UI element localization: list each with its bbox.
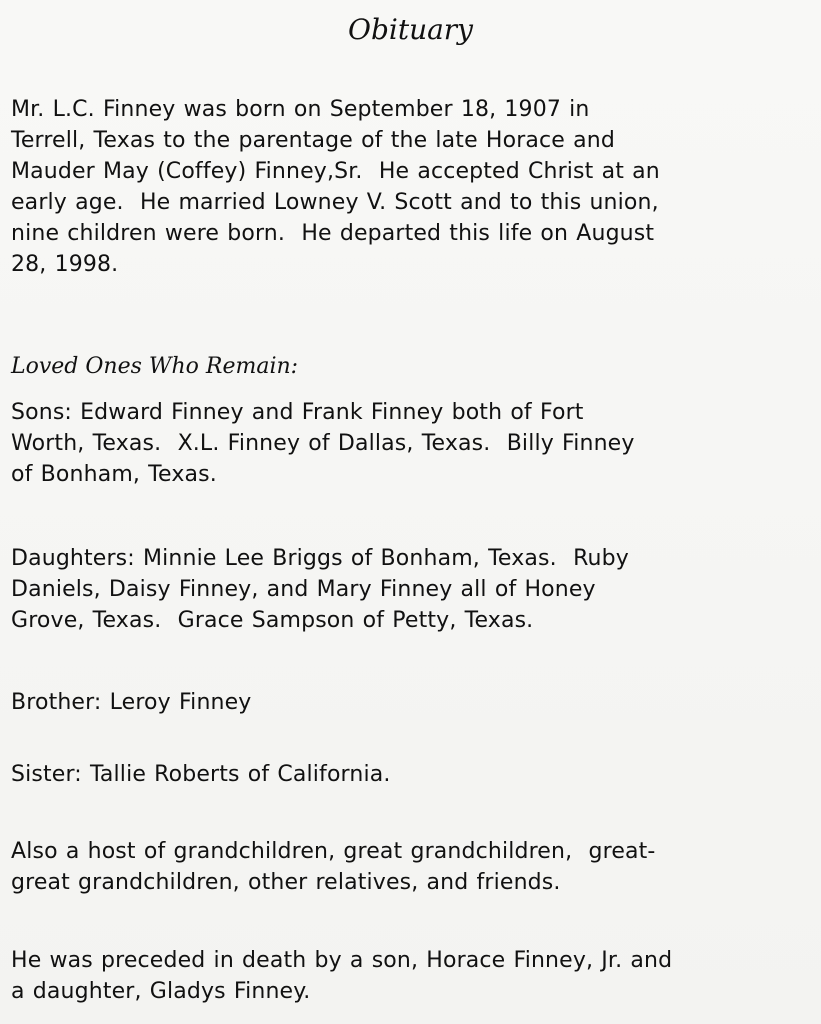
loved-ones-heading: Loved Ones Who Remain:	[11, 354, 299, 379]
daughters-paragraph: Daughters: Minnie Lee Briggs of Bonham, Texas. Ruby Daniels, Daisy Finney, and Mary Finney all of Honey Grove, Texas. Grace Sampson of Petty, Texas.	[11, 546, 629, 633]
sons-paragraph: Sons: Edward Finney and Frank Finney both of Fort Worth, Texas. X.L. Finney of Dallas, Texas. Billy Finney of Bonham, Texas.	[11, 400, 635, 487]
brother-paragraph: Brother: Leroy Finney	[11, 690, 252, 715]
preceded-paragraph: He was preceded in death by a son, Horace Finney, Jr. and a daughter, Gladys Finney.	[11, 948, 673, 1004]
intro-paragraph: Mr. L.C. Finney was born on September 18, 1907 in Terrell, Texas to the parentage of the late Horace and Mauder May (Coffey) Finney,Sr. He accepted Christ at an early age. He married Lowney V. Scott and to this union, nine children were born. He departed this life on August 28, 1998.	[11, 97, 660, 277]
relatives-paragraph: Also a host of grandchildren, great grandchildren, great- great grandchildren, other relatives, and friends.	[11, 839, 656, 895]
sister-paragraph: Sister: Tallie Roberts of California.	[11, 762, 391, 787]
page-title: Obituary	[347, 13, 473, 46]
